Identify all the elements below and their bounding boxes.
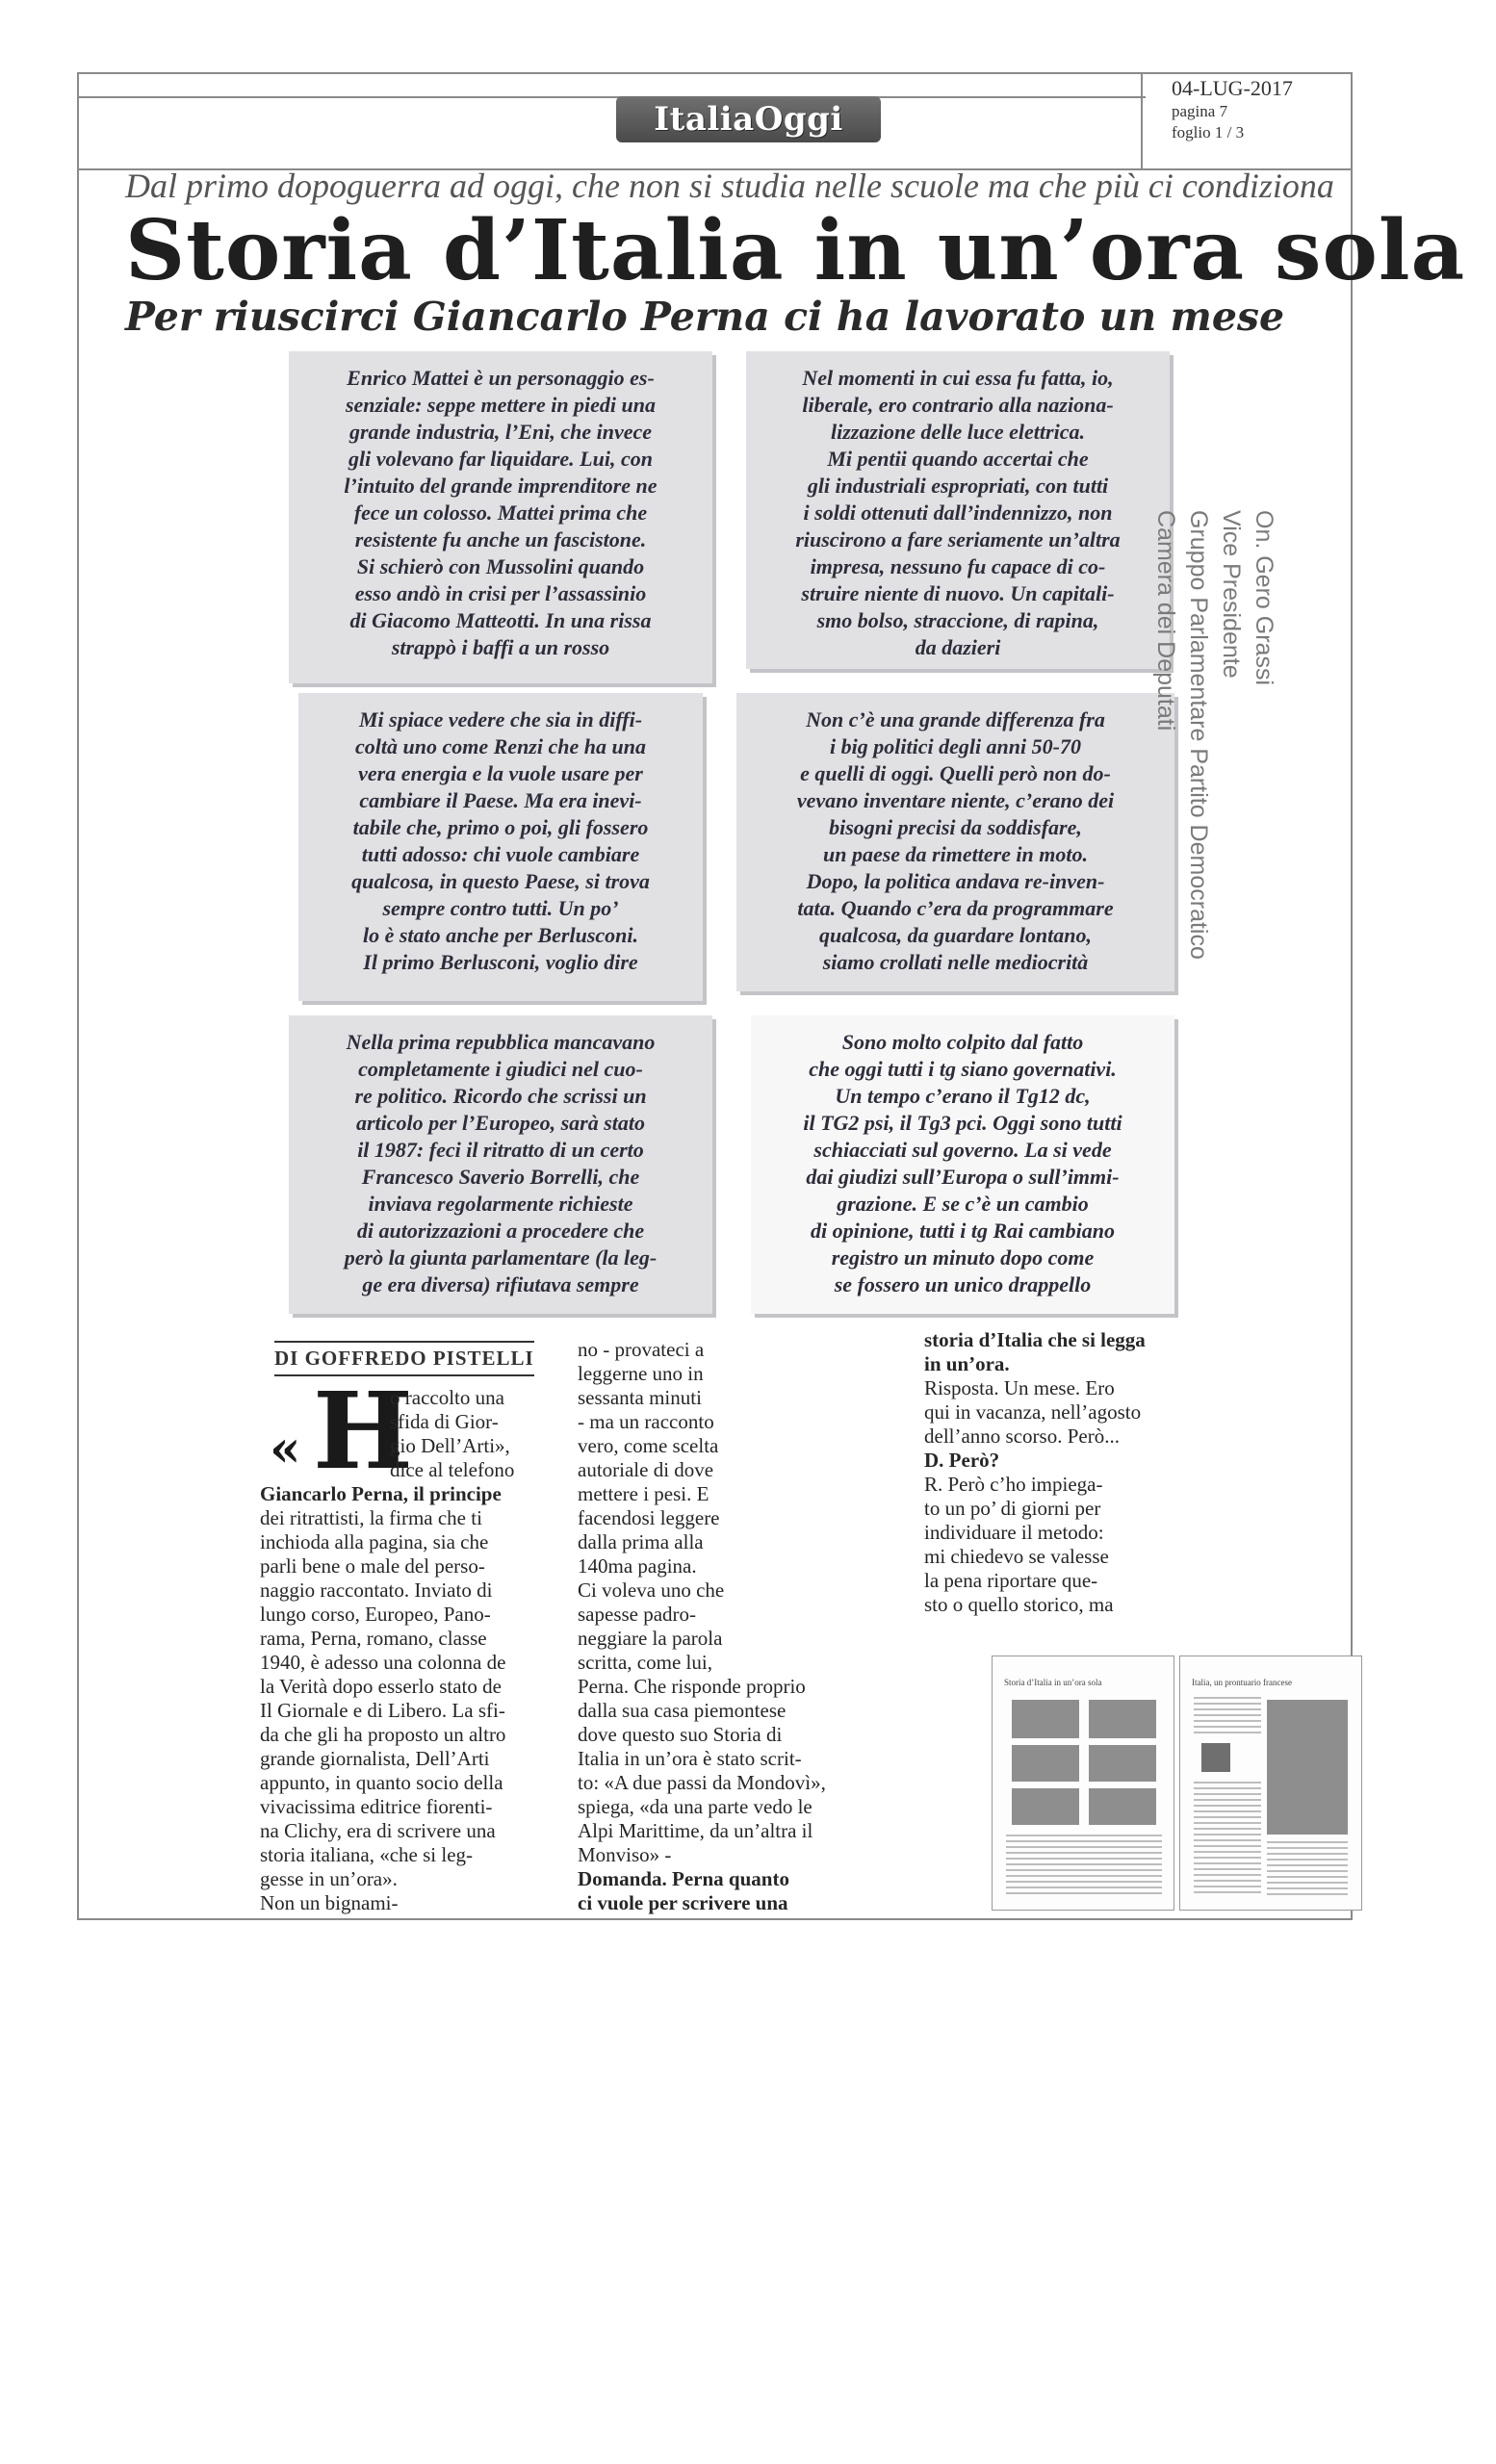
sheet-number: foglio 1 / 3 [1172, 123, 1245, 141]
text-line: la Verità dopo esserlo stato de [260, 1675, 502, 1698]
thumbnail-block [1267, 1700, 1348, 1835]
quote-line: Mi spiace vedere che sia in diffi- [358, 707, 643, 732]
quote-line: lo è stato anche per Berlusconi. [362, 923, 638, 947]
text-line: sessanta minuti [578, 1386, 702, 1409]
masthead-rule [77, 96, 1146, 98]
text-line: sfida di Gior- [390, 1410, 499, 1433]
text-line: inchioda alla pagina, sia che [260, 1530, 489, 1553]
page-number: pagina 7 [1172, 102, 1228, 120]
text-line: 1940, è adesso una colonna de [260, 1651, 506, 1674]
quote-line: dai giudizi sull’Europa o sull’immi- [806, 1165, 1120, 1189]
quote-line: ge era diversa) rifiutava sempre [362, 1272, 639, 1296]
text-line: neggiare la parola [578, 1627, 723, 1650]
quote-line: di Giacomo Matteotti. In una rissa [349, 608, 652, 632]
column-2 [578, 1338, 905, 1915]
quote-line: i big politici degli anni 50-70 [830, 734, 1081, 758]
text-line: dalla sua casa piemontese [578, 1699, 787, 1722]
text-line: Monviso» - [578, 1843, 672, 1866]
quote-line: di autorizzazioni a procedere che [356, 1219, 645, 1243]
quote-line: siamo crollati nelle mediocrità [822, 950, 1089, 974]
thumbnail-block [1089, 1745, 1156, 1782]
text-line: grande giornalista, Dell’Arti [260, 1747, 490, 1770]
article-kicker: Dal primo dopoguerra ad oggi, che non si studia nelle scuole ma che più ci condiziona [125, 167, 1334, 205]
text-line: - ma un racconto [578, 1410, 714, 1433]
thumbnail-block [1012, 1700, 1079, 1738]
text-line: dice al telefono [390, 1458, 515, 1481]
text-line: sapesse padro- [578, 1603, 697, 1626]
quote-line: gli volevano far liquidare. Lui, con [348, 447, 653, 471]
quote-line: fece un colosso. Mattei prima che [353, 500, 648, 525]
text-line: to: «A due passi da Mondovì», [578, 1771, 826, 1794]
text-line: individuare il metodo: [924, 1521, 1104, 1544]
page-thumbnail-1 [992, 1656, 1174, 1911]
quote-line: Francesco Saverio Borrelli, che [361, 1165, 640, 1189]
quote-line: Mi pentii quando accertai che [827, 447, 1089, 471]
quote-box-renzi [298, 693, 703, 1001]
thumbnail-block [1089, 1788, 1156, 1825]
text-line: Risposta. Un mese. Ero [924, 1376, 1115, 1399]
thumbnail-block [1012, 1745, 1079, 1782]
quote-line: Il primo Berlusconi, voglio dire [363, 950, 638, 974]
text-line: 140ma pagina. [578, 1554, 697, 1578]
quote-line: tata. Quando c’era da programmare [797, 896, 1114, 920]
quote-line: registro un minuto dopo come [831, 1245, 1095, 1270]
quote-line: i soldi ottenuti dall’indennizzo, non [803, 500, 1113, 525]
text-line: autoriale di dove [578, 1458, 714, 1481]
quote-line: inviava regolarmente richieste [368, 1192, 633, 1216]
text-line: naggio raccontato. Inviato di [260, 1578, 493, 1602]
quote-line: il 1987: feci il ritratto di un certo [357, 1138, 644, 1162]
text-line: dove questo suo Storia di [578, 1723, 783, 1746]
thumbnail-photo [1201, 1743, 1230, 1772]
column-1-intro [390, 1386, 563, 1482]
date-box [1141, 72, 1353, 168]
thumbnail-text [1006, 1835, 1162, 1898]
newspaper-logo: ItaliaOggi [616, 96, 881, 142]
quote-line: qualcosa, in questo Paese, si trova [351, 869, 650, 893]
text-line: vero, come scelta [578, 1434, 719, 1457]
text-line: gio Dell’Arti», [390, 1434, 510, 1457]
quote-line: struire niente di nuovo. Un capitali- [801, 581, 1115, 605]
quote-line: cambiare il Paese. Ma era inevi- [359, 788, 642, 812]
quote-line: sempre contro tutti. Un po’ [382, 896, 619, 920]
quote-line: vera energia e la vuole usare per [358, 761, 643, 785]
text-line: to un po’ di giorni per [924, 1497, 1101, 1520]
issue-date: 04-LUG-2017 [1172, 76, 1293, 100]
thumbnail-title: Storia d’Italia in un’ora sola [1004, 1678, 1102, 1687]
text-line: appunto, in quanto socio della [260, 1771, 503, 1794]
quote-box-tg [751, 1015, 1174, 1314]
text-line: Alpi Marittime, da un’altra il [578, 1819, 813, 1842]
text-line: parli bene o male del perso- [260, 1554, 485, 1578]
side-stamp [1146, 510, 1280, 991]
quote-line: Si schierò con Mussolini quando [356, 554, 645, 578]
side-stamp-line: Gruppo Parlamentare Partito Democratico [1185, 510, 1212, 960]
quote-line: di opinione, tutti i tg Rai cambiano [811, 1219, 1115, 1243]
text-line: Il Giornale e di Libero. La sfi- [260, 1699, 505, 1722]
text-line: o raccolto una [390, 1386, 504, 1409]
text-line: da che gli ha proposto un altro [260, 1723, 506, 1746]
side-stamp-line: Vice Presidente [1218, 510, 1245, 679]
text-line: Non un bignami- [260, 1891, 399, 1914]
text-line: sto o quello storico, ma [924, 1593, 1114, 1616]
thumbnail-text [1194, 1782, 1261, 1897]
text-line: na Clichy, era di scrivere una [260, 1819, 496, 1842]
quote-line: e quelli di oggi. Quelli però non do- [800, 761, 1111, 785]
quote-line: smo bolso, straccione, di rapina, [816, 608, 1099, 632]
quote-line: qualcosa, da guardare lontano, [819, 923, 1092, 947]
quote-line: Nella prima repubblica mancavano [346, 1030, 656, 1054]
quote-line: Nel momenti in cui essa fu fatta, io, [802, 366, 1114, 390]
text-line: leggerne uno in [578, 1362, 704, 1385]
quote-line: riuscirono a fare seriamente un’altra [795, 527, 1121, 552]
text-line: dalla prima alla [578, 1530, 704, 1553]
thumbnail-text [1267, 1841, 1348, 1897]
text-line: spiega, «da una parte vedo le [578, 1795, 812, 1818]
column-3 [924, 1328, 1251, 1617]
text-line: mettere i pesi. E [578, 1482, 709, 1505]
text-line: Perna. Che risponde proprio [578, 1675, 806, 1698]
quote-line: grande industria, l’Eni, che invece [348, 420, 653, 444]
side-stamp-line: On. Gero Grassi [1251, 510, 1277, 685]
text-line: R. Però c’ho impiega- [924, 1473, 1103, 1496]
text-line: Giancarlo Perna, il principe [260, 1482, 502, 1505]
quote-line: Enrico Mattei è un personaggio es- [347, 366, 655, 390]
side-stamp-line: Camera dei Deputati [1152, 510, 1179, 732]
text-line: scritta, come lui, [578, 1651, 712, 1674]
quote-line: da dazieri [915, 635, 1001, 659]
quote-line: però la giunta parlamentare (la leg- [344, 1245, 658, 1270]
quote-line: l’intuito del grande imprenditore ne [344, 474, 658, 498]
thumbnail-block [1089, 1700, 1156, 1738]
text-line: la pena riportare que- [924, 1569, 1098, 1592]
text-line: qui in vacanza, nell’agosto [924, 1400, 1142, 1424]
drop-cap: H [313, 1369, 413, 1493]
text-line: no - provateci a [578, 1338, 705, 1361]
quote-line: gli industriali espropriati, con tutti [807, 474, 1109, 498]
quote-line: impresa, nessuno fu capace di co- [810, 554, 1106, 578]
text-line: rama, Perna, romano, classe [260, 1627, 487, 1650]
column-1 [260, 1482, 568, 1915]
thumbnail-text [1194, 1697, 1261, 1735]
text-line: vivacissima editrice fiorenti- [260, 1795, 493, 1818]
quote-line: esso andò in crisi per l’assassinio [354, 581, 647, 605]
text-line: Domanda. Perna quanto [578, 1867, 789, 1890]
thumbnail-title: Italia, un prontuario francese [1192, 1678, 1292, 1687]
quote-line: bisogni precisi da soddisfare, [829, 815, 1082, 839]
text-line: ci vuole per scrivere una [578, 1891, 788, 1914]
quote-line: Non c’è una grande differenza fra [806, 707, 1105, 732]
quote-line: schiacciati sul governo. La si vede [813, 1138, 1112, 1162]
quote-line: un paese da rimettere in moto. [823, 842, 1088, 866]
quote-line: Un tempo c’erano il Tg12 dc, [835, 1084, 1091, 1108]
quote-line: grazione. E se c’è un cambio [837, 1192, 1089, 1216]
quote-line: strappò i baffi a un rosso [391, 635, 610, 659]
article-subhead: Per riuscirci Giancarlo Perna ci ha lavorato un mese [125, 294, 1285, 340]
quote-line: che oggi tutti i tg siano governativi. [809, 1057, 1117, 1081]
quote-line: vevano inventare niente, c’erano dei [796, 788, 1115, 812]
text-line: Ci voleva uno che [578, 1578, 725, 1602]
text-line: D. Però? [924, 1449, 1000, 1472]
text-line: mi chiedevo se valesse [924, 1545, 1109, 1568]
text-line: facendosi leggere [578, 1506, 720, 1529]
quote-box-nazionalizzazione [746, 351, 1170, 669]
text-line: dei ritrattisti, la firma che ti [260, 1506, 482, 1529]
quote-box-big-politici [736, 693, 1174, 991]
opening-guillemet: « [270, 1420, 301, 1478]
text-line: gesse in un’ora». [260, 1867, 398, 1890]
quote-line: Sono molto colpito dal fatto [841, 1030, 1084, 1054]
text-line: storia d’Italia che si legga [924, 1328, 1146, 1351]
text-line: in un’ora. [924, 1352, 1010, 1375]
page-thumbnail-2 [1179, 1656, 1362, 1911]
text-line: dell’anno scorso. Però... [924, 1424, 1120, 1448]
thumbnail-block [1012, 1788, 1079, 1825]
quote-line: liberale, ero contrario alla naziona- [802, 393, 1114, 417]
quote-line: tabile che, primo o poi, gli fossero [352, 815, 649, 839]
quote-line: il TG2 psi, il Tg3 pci. Oggi sono tutti [803, 1111, 1122, 1135]
quote-line: re politico. Ricordo che scrissi un [354, 1084, 647, 1108]
byline: DI GOFFREDO PISTELLI [274, 1341, 534, 1376]
quote-box-mattei [289, 351, 712, 683]
quote-line: Dopo, la politica andava re-inven- [806, 869, 1105, 893]
text-line: storia italiana, «che si leg- [260, 1843, 474, 1866]
quote-line: coltà uno come Renzi che ha una [355, 734, 646, 758]
quote-line: se fossero un unico drappello [834, 1272, 1092, 1296]
text-line: lungo corso, Europeo, Pano- [260, 1603, 491, 1626]
quote-line: resistente fu anche un fascistone. [354, 527, 647, 552]
quote-line: tutti adosso: chi vuole cambiare [361, 842, 640, 866]
quote-line: senziale: seppe mettere in piedi una [345, 393, 657, 417]
quote-box-giudici [289, 1015, 712, 1314]
text-line: Italia in un’ora è stato scrit- [578, 1747, 802, 1770]
quote-line: completamente i giudici nel cuo- [358, 1057, 643, 1081]
quote-line: lizzazione delle luce elettrica. [831, 420, 1085, 444]
quote-line: articolo per l’Europeo, sarà stato [355, 1111, 646, 1135]
article-headline: Storia d’Italia in un’ora sola [125, 202, 1466, 299]
